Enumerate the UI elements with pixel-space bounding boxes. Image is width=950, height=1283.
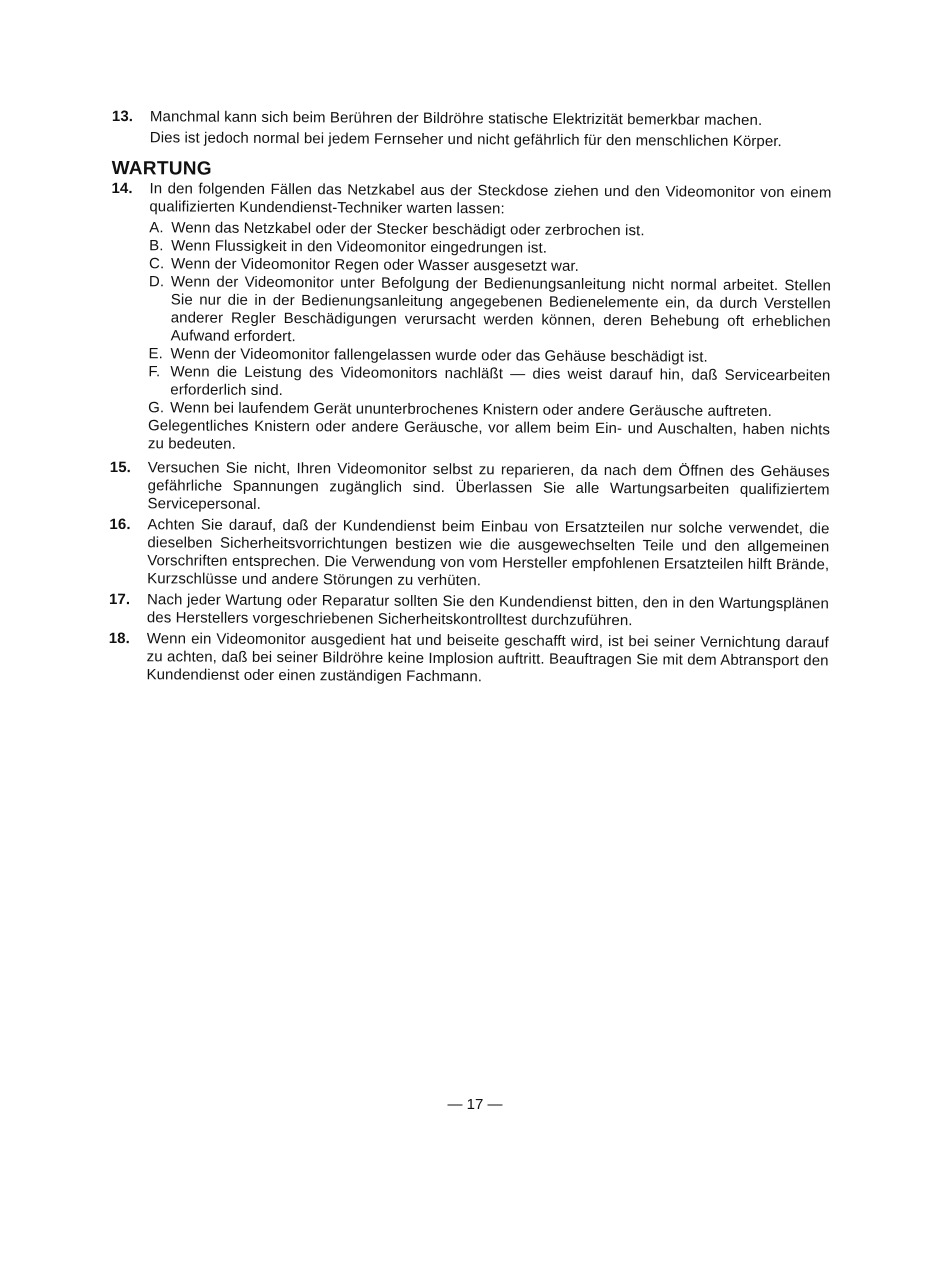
item-number: 18. xyxy=(108,629,130,648)
item-body: Achten Sie darauf, daß der Kundendienst beim Einbau von Ersatzteilen nur solche verwendet, die dieselben Sicherheitsvorrichtungen bestizen wie die ausgewechselten Teile und den allgemeinen Vorschriften entsprechen. Die Verwendung von vom Hersteller empfohlenen Ersatzteilen hilft Brände, Kurzschlüsse und andere Störungen zu verhüten. xyxy=(147,516,830,590)
sub-item-letter: C. xyxy=(148,255,165,273)
item-body xyxy=(148,180,832,460)
sub-item-letter: B. xyxy=(149,237,164,255)
item-body: Nach jeder Wartung oder Reparatur sollten Sie den Kundendienst bitten, den in den Wartungsplänen des Herstellers vorgeschriebenen Sicherheitskontrolltest durchzuführen. xyxy=(146,591,830,630)
sub-item-text: Wenn die Leistung des Videomonitors nachläßt — dies weist darauf hin, daß Servicearbeiten erforderlich sind. xyxy=(170,363,831,400)
item-number: 16. xyxy=(109,515,131,534)
sub-item-text: Wenn der Videomonitor Regen oder Wasser ausgesetzt war. xyxy=(170,255,580,275)
item-number: 15. xyxy=(109,458,132,477)
sub-item-f xyxy=(148,363,830,403)
sub-item-letter: D. xyxy=(148,273,165,291)
sub-item-text: Wenn das Netzkabel oder der Stecker beschädigt oder zerbrochen ist. xyxy=(171,219,645,240)
paragraph: Dies ist jedoch normal bei jedem Fernseher und nicht gefährlich für den menschlichen Körper. xyxy=(149,129,782,151)
list-item-15 xyxy=(110,459,830,517)
item-number: 13. xyxy=(111,108,134,126)
list-item-17 xyxy=(109,591,829,631)
item-body: Versuchen Sie nicht, Ihren Videomonitor selbst zu reparieren, da nach dem Öffnen des Gehäuses gefährliche Spannungen zugänglich sind. Überlassen Sie alle Wartungsarbeiten qualifiziertem Servicepersonal. xyxy=(147,459,830,513)
sub-item-letter: A. xyxy=(149,219,164,237)
list-item-18 xyxy=(108,630,828,688)
sub-item-text: Wenn Flussigkeit in den Videomonitor eingedrungen ist. xyxy=(171,237,548,257)
sub-item-letter: G. xyxy=(148,399,165,417)
sub-item-d xyxy=(149,273,831,349)
paragraph: In den folgenden Fällen das Netzkabel aus der Steckdose ziehen und den Videomonitor von einem qualifizierten Kundendienst-Techniker warten lassen: xyxy=(149,180,832,218)
sub-item-letter: E. xyxy=(148,345,163,363)
sub-item-text: Wenn der Videomonitor fallengelassen wurde oder das Gehäuse beschädigt ist. xyxy=(170,345,708,366)
item-body xyxy=(150,108,832,154)
page-number: — 17 — xyxy=(447,1096,503,1113)
list-item-14 xyxy=(110,180,832,460)
sub-item-note: Gelegentliches Knistern oder andere Geräusche, vor allem beim Ein- und Auschalten, haben nichts zu bedeuten. xyxy=(147,417,831,453)
sub-item-text: Wenn bei laufendem Gerät ununterbrochenes Knistern oder andere Geräusche auftreten. xyxy=(170,399,772,421)
sub-item-text: Wenn der Videomonitor unter Befolgung der Bedienungsanleitung nicht normal arbeitet. Stellen Sie nur die in der Bedienungsanleitung angegebenen Bedienelemente ein, da durch Verstellen anderer Regler Beschädigungen verursacht werden können, deren Behebung oft erheblichen Aufwand erfordert. xyxy=(170,273,831,346)
section-heading: WARTUNG xyxy=(111,157,212,180)
paragraph: Manchmal kann sich beim Berühren der Bildröhre statische Elektrizität bemerkbar machen. xyxy=(149,108,763,129)
item-number: 17. xyxy=(108,590,131,609)
list-item-16 xyxy=(109,516,829,592)
item-body: Wenn ein Videomonitor ausgedient hat und beiseite geschafft wird, ist bei seiner Vernichtung darauf zu achten, daß bei seiner Bildröhre keine Implosion auftritt. Beauftragen Sie mit dem Abtransport den Kundendienst oder einen zuständigen Fachmann. xyxy=(146,630,829,686)
sub-item-letter: F. xyxy=(148,363,161,381)
list-item-13 xyxy=(112,108,832,154)
page-content xyxy=(108,108,832,691)
item-number: 14. xyxy=(111,179,133,198)
